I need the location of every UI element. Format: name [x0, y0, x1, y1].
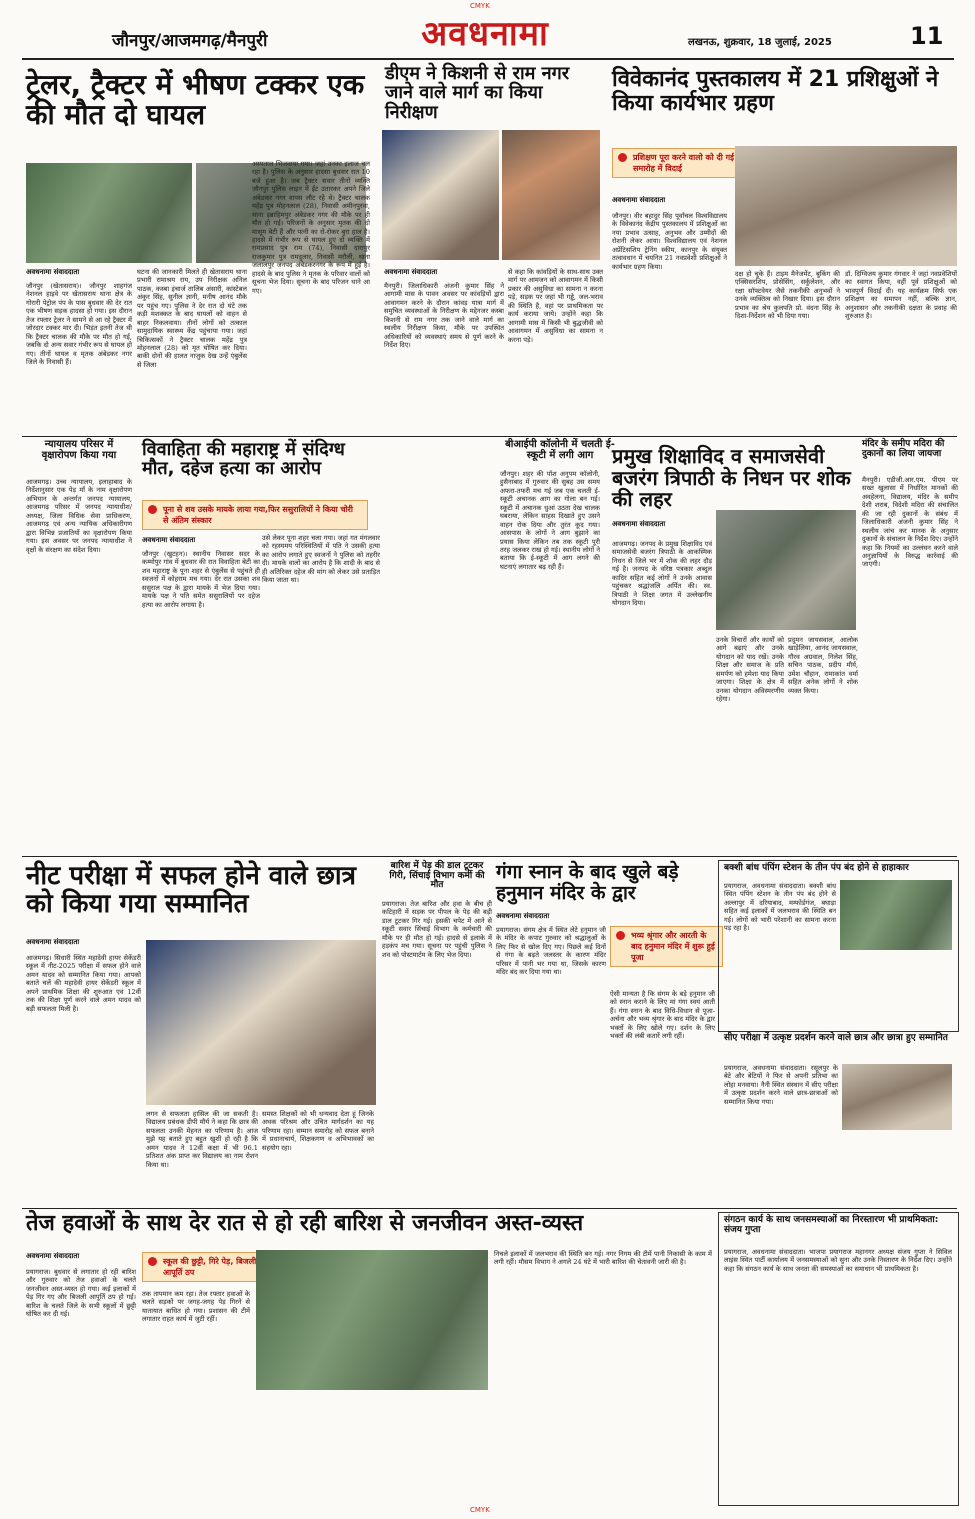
bride-tag: पूना से शव उसके मायके लाया गया,फिर ससुरालियों ने किया चोरी से अंतिम संस्कार — [142, 500, 368, 530]
wind-col2: तक तापमान कम रहा। तेज रफ्तार हवाओं के चलते सड़कों पर जगह-जगह पेड़ गिरने से यातायात बाधित हो गया। प्रशासन की टीमें लगातार राहत कार्य में जुटी रहीं। — [142, 1290, 250, 1324]
student-text: प्रयागराज, अवधनामा संवाददाता। रसूलपुर के बेटे और बेटियों ने फिर से अपनी प्रतिभा का लोहा मनवाया। नैनी स्थित संस्थान में सीए परीक्षा में उत्कृष्ट प्रदर्शन करने वाले छात्र-छात्राओं को सम्मानित किया गया। — [724, 1064, 838, 1106]
ganga-tag: भव्य श्रृंगार और आरती के बाद हनुमान मंदिर में शुरू हुई पूजा — [610, 926, 723, 967]
neet-photo — [146, 940, 376, 1105]
trailer-col3: अस्पताल भिजवाया गया। जहां उनका इलाज चल रहा है। पुलिस के अनुसार हादसा बुधवार रात 10 बजे हुआ है। जब ट्रैक्टर सवार तीनों व्यक्ति जौनपुर पुलिस लाइन में ईंट उतारकर अपने जिले अंबेडकर नगर वापस लौट रहे थे। ट्रैक्टर चालक महेंद्र पुत्र मोहनलाल (28), निवासी अमीनपुरवा, थाना इब्राहिमपुर अंबेडकर नगर की मौके पर ही मौत हो गई। परिजनों के अनुसार मृतक की दो मासूम बेटी हैं और पत्नी का रो-रोकर बुरा हाल है। हादसे में गंभीर रूप से घायल हुए दो व्यक्ति में रामप्रसाद पुत्र राम (74), निवासी दारापुर राजकुमार पुत्र रामदुलार, निवासी मरौली, थाना जलालपुर जनपद अंबेडकरनगर के रूप में हुई है। हादसे के बाद पुलिस ने मृतक के परिवार वालों को सूचना भेज दिया। सूचना के बाद परिजन थाने आ गए। — [252, 160, 370, 295]
dm-byline: अवधनामा संवाददाता — [384, 268, 438, 276]
ganga-col2: ऐसी मान्यता है कि संगम के बड़े हनुमान जी को स्नान कराने के लिए मां गंगा स्वयं आती हैं। गंगा स्नान के बाद विधि-विधान से पूजा-अर्चना और भव्य श्रृंगार के बाद मंदिर के द्वार भक्तों के लिए खोले गए। दर्शन के लिए भक्तों की लंबी कतारें लगी रहीं। — [610, 990, 715, 1041]
mandir-text: मैनपुरी। एडीजी.आर.एम. पीएम पर सख्त खुलासा में निर्धारित मानकों की अवहेलना, विद्यालय, मंदिर के समीप देशी शराब, विदेशी मदिरा की संचालित की जा रही दुकानों के संबंध में जिलाधिकारी अंजनी कुमार सिंह ने स्थलीय जांच कर मानक के अनुसार दुकानों के संचालन के निर्देश दिए। उन्होंने कहा कि नियमों का उल्लंघन करने वाले अनुज्ञापियों के विरुद्ध कार्रवाई की जाएगी। — [862, 476, 958, 569]
trailer-photo-1 — [26, 163, 192, 263]
vivekanand-photo — [735, 146, 957, 266]
sangathan-text: प्रयागराज, अवधनामा संवाददाता। भाजपा प्रयागराज महानगर अध्यक्ष संजय गुप्ता ने सिविल लाइंस स्थित पार्टी कार्यालय में जनसमस्याओं को सुना और उनके निस्तारण के निर्देश दिए। उन्होंने कहा कि संगठन कार्य के साथ जनता की समस्याओं का समाधान भी प्राथमिकता है। — [724, 1248, 952, 1273]
bajrang-photo — [716, 510, 856, 630]
bride-headline: विवाहिता की महाराष्ट्र में संदिग्ध मौत, दहेज हत्या का आरोप — [142, 439, 345, 480]
ganga-headline: गंगा स्नान के बाद खुले बड़े हनुमान मंदिर के द्वार — [496, 861, 679, 904]
wind-headline: तेज हवाओं के साथ देर रात से हो रही बारिश से जनजीवन अस्त-व्यस्त — [26, 1211, 584, 1236]
ganga-col1: प्रयागराज। संगम क्षेत्र में स्थित लेटे हनुमान जी के मंदिर के कपाट गुरुवार को श्रद्धालुओं के लिए फिर से खोल दिए गए। पिछले कई दिनों से गंगा के बढ़ते जलस्तर के कारण मंदिर परिसर में पानी भर गया था, जिसके कारण मंदिर बंद कर दिया गया था। — [496, 926, 606, 977]
trailer-byline: अवधनामा संवाददाता — [26, 268, 80, 276]
bride-col1: जौनपुर (खुटहन)। स्थानीय निवासर सदर के कम्मोपुर गांव में बुधवार की रात विवाहिता बेटी का शव महाराष्ट्र के पूना शहर से एंबुलेंस से पहुंचते ही स्वजनों में कोहराम मच गया। देर रात उसका शव ससुराल पक्ष के द्वारा मायके में भेज दिया गया। मायके पक्ष ने पति समेत ससुरालियों पर दहेज हत्या का आरोप लगाया है। — [142, 550, 260, 609]
bajrang-headline: प्रमुख शिक्षाविद व समाजसेवी बजरंग त्रिपाठी के निधन पर शोक की लहर — [612, 444, 851, 512]
barish-tree-headline: बारिश में पेड़ की डाल टूटकर गिरी, सिंचाई विभाग कर्मी की मौत — [389, 861, 485, 891]
vivekanand-col1: जौनपुर। वीर बहादुर सिंह पूर्वांचल विश्वविद्यालय के विवेकानंद केंद्रीय पुस्तकालय में प्रशिक्षुओं का नया प्रभाव उत्साह, अनुभव और उम्मीदों की रोशनी लेकर आया। विश्वविद्यालय एवं नेशनल अप्रेंटिसशिप ट्रेनिंग स्कीम, कानपुर के संयुक्त तत्वावधान में चयनित 21 नवप्रवेशी प्रशिक्षुओं ने कार्यभार ग्रहण किया। — [612, 212, 727, 271]
tree-text: आजमगढ़। उच्च न्यायालय, इलाहाबाद के निर्देशानुसार एक पेड़ माँ के नाम वृक्षारोपण अभियान के अन्तर्गत जनपद न्यायालय, आजमगढ़ परिसर में जनपद न्यायाधीश/अध्यक्ष, जिला विधिक सेवा प्राधिकरण, आजमगढ़ एवं अन्य न्यायिक अधिकारीगण द्वारा विभिन्न प्रजातियों का वृक्षारोपण किया गया। इस अवसर पर जनपद न्यायाधीश ने वृक्षों के संरक्षण का संदेश दिया। — [26, 478, 132, 554]
dm-photo-2 — [502, 130, 600, 260]
bride-byline: अवधनामा संवाददाता — [142, 536, 196, 544]
neet-col1: आजमगढ़। सिधारी स्थित महादेवी हायर सेकेंडरी स्कूल में नीट-2025 परीक्षा में सफल होने वाले अमन यादव को सम्मानित किया गया। आपको बताते चलें की महादेवी हायर सेकेंडरी स्कूल में अपने प्राथमिक शिक्षा की शुरुआत एवं 12वीं तक की शिक्षा पूर्ण करने वाले अमन यादव को बड़ी सफलता मिली है। — [26, 954, 141, 1013]
bijli-text: जौनपुर। शहर की पॉश अनुपम कॉलोनी, हुसैनाबाद में गुरुवार की सुबह उस समय अफरा-तफरी मच गई जब एक चलती ई-स्कूटी अचानक आग का गोला बन गई। स्कूटी में अचानक धुआं उठता देख चालक घबराया, लेकिन साहस दिखाते हुए उसने वाहन रोक दिया और तुरंत कूद गया। आसपास के लोगों ने आग बुझाने का प्रयास किया लेकिन तब तक स्कूटी पूरी तरह जलकर राख हो गई। स्थानीय लोगों ने बताया कि ई-स्कूटी में आग लगने की घटनाएं लगातार बढ़ रही हैं। — [500, 470, 600, 571]
barish-tree-text: प्रयागराज। तेज बारिश और हवा के बीच ही कटिहारी में सड़क पर पीपल के पेड़ की बड़ी डाल टूटकर गिर गई। इसकी चपेट में आने से स्कूटी सवार सिंचाई विभाग के कर्मचारी की मौके पर ही मौत हो गई। हादसे से इलाके में हड़कंप मच गया। सूचना पर पहुंची पुलिस ने शव को पोस्टमार्टम के लिए भेज दिया। — [382, 900, 492, 959]
masthead-logo — [380, 14, 590, 54]
page-number: 11 — [910, 22, 944, 50]
vivekanand-byline: अवधनामा संवाददाता — [612, 196, 666, 204]
neet-headline: नीट परीक्षा में सफल होने वाले छात्र को किया गया सम्मानित — [26, 861, 356, 920]
edition-label: जौनपुर/आजमगढ़/मैनपुरी — [112, 31, 268, 51]
neet-col3: समस्त शिक्षकों को भी धन्यवाद देता हूं जिनके अथक परिश्रम और उचित मार्गदर्शन का यह परिणाम रहा। सम्मान समारोह को सफल बनाने में प्रधानाचार्य, शिक्षकगण व अभिभावकों का सहयोग रहा। — [262, 1110, 374, 1152]
logo-text: अवधनामा — [421, 14, 549, 54]
wind-col1: प्रयागराज। बुधवार से लगातार हो रही बारिश और गुरुवार को तेज हवाओं के चलते जनजीवन अस्त-व्यस्त हो गया। कई इलाकों में पेड़ गिर गए और बिजली आपूर्ति ठप हो गई। बारिश के चलते जिले के सभी स्कूलों में छुट्टी घोषित कर दी गई। — [26, 1268, 136, 1319]
dm-col2: से कहा कि कांवड़ियों के साथ-साथ उक्त मार्ग पर आमजन को आवागमन में किसी प्रकार की असुविधा का सामना न करना पड़े, सड़क पर जहां भी गड्ढे, जल-भराव की स्थिति है, वहां पर प्राथमिकता पर कार्य कराया जाये। उन्होंने कहा कि आगामी मास में किसी भी बुद्धजीवी को आवागमन में असुविधा का सामना न करना पड़े। — [508, 268, 603, 344]
tree-headline: न्यायालय परिसर में वृक्षारोपण किया गया — [41, 439, 117, 461]
dm-col1: मैनपुरी। जिलाधिकारी अंजनी कुमार सिंह ने आगामी मास के पावन अवसर पर कांवड़ियों द्वारा आवागमन करने के दौरान कांवड़ यात्रा मार्ग में समुचित व्यवस्थाओं के निरीक्षण के मद्देनजर कस्बा किशनी से राम नगर तक जाने वाले मार्ग का स्थलीय निरीक्षण किया, मौके पर उपस्थित अधिकारियों को व्यवस्थाएं समय से पूर्ण करने के निर्देश दिए। — [384, 282, 504, 350]
vivekanand-headline: विवेकानंद पुस्तकालय में 21 प्रशिक्षुओं ने किया कार्यभार ग्रहण — [612, 67, 939, 116]
vivekanand-col3: डॉ. दिग्विजय कुमार गंगवार ने जहां नवप्रवेशियों का स्वागत किया, वहीं पूर्व प्रशिक्षुओं को भावपूर्ण विदाई दी। यह कार्यक्रम सिर्फ एक प्रशिक्षण का समापन नहीं, बल्कि ज्ञान, अनुशासन और तकनीकी दक्षता के प्रवाह की शुरुआत है। — [845, 270, 957, 321]
neet-byline: अवधनामा संवाददाता — [26, 938, 80, 946]
wind-photo — [256, 1250, 488, 1390]
vivekanand-col2: दक्ष हो चुके हैं। टाइम मैनेजमेंट, बुकिंग की एक्सिसरशिप, प्रोसेसिंग, सर्कुलेशन, और रक्षा सॉफ्टवेयर जैसे तकनीकी अनुभवों ने उनके व्यक्तित्व को निखार दिया। इस दौरान प्रभाव का श्रेय कुलपति प्रो. वंदना सिंह के दिशा-निर्देशन को भी दिया गया। — [735, 270, 840, 321]
dm-headline: डीएम ने किशनी से राम नगर जाने वाले मार्ग का किया निरीक्षण — [385, 63, 570, 123]
bajrang-col2: उनके विचारों और कार्यों को आगे बढ़ाएं और उनके योगदान को याद रखें। उनके शिक्षा और समाज के प्रति समर्पण को हमेशा याद किया जाएगा। शिक्षा के क्षेत्र में उनका योगदान अविस्मरणीय रहेगा। — [716, 636, 784, 704]
row1-rule — [22, 436, 957, 437]
baksh-headline: बक्शी बांध पंपिंग स्टेशन के तीन पंप बंद होने से हाहाकार — [724, 863, 909, 873]
student-photo — [842, 1064, 952, 1130]
dm-photo-1 — [382, 130, 499, 260]
trailer-col2: घटना की जानकारी मिलते ही खेतासराय थाना प्रभारी रामाश्रय राय, उप निरीक्षक अनिल पाठक, कस्बा इंचार्ज तालिब अंसारी, कांस्टेबल अंकुर सिंह, सुनील ज्ञानी, मनीष आनंद मौके पर पहुंच गए। पुलिस ने देर रात दो घंटे तक कड़ी मशक्कत के बाद घायलों को वाहन से बाहर निकलवाया। तीनों लोगों को तत्काल सामुदायिक स्वास्थ्य केंद्र पहुंचाया गया। जहां चिकित्सकों ने ट्रैक्टर चालक महेंद्र पुत्र मोहनलाल (28) को मृत घोषित कर दिया। बाकी दोनों की हालत नाजुक देख उन्हें एंबुलेंस से जिला — [137, 268, 247, 369]
sangathan-headline: संगठन कार्य के साथ जनसमस्याओं का निरस्तारण भी प्राथमिकता: संजय गुप्ता — [724, 1215, 939, 1235]
date-line: लखनऊ, शुक्रवार, 18 जुलाई, 2025 — [688, 37, 832, 48]
trailer-headline: ट्रेलर, ट्रैक्टर में भीषण टक्कर एक की मौत दो घायल — [26, 68, 365, 132]
bajrang-col3: प्रदुमन जायसवाल, आलोक खाड़ेलिया, आनंद जायसवाल, गौरव अग्रवाल, निलेश सिंह, सचिन पाठक, प्रदीप मौर्य, उमेश चौहान, रामाकांत वर्मा सहित अनेक लोगों ने शोक व्यक्त किया। — [788, 636, 858, 695]
wind-tag: स्कूल की छुट्टी, गिरे पेड़, बिजली आपूर्ति ठप — [142, 1252, 270, 1282]
bijli-headline: बीआईपी कॉलोनी में चलती ई-स्कूटी में लगी आग — [505, 439, 615, 461]
bride-col2: उसे लेकर पूना शहर चला गया। जहां गत मंगलवार को रहस्यमय परिस्थितियों में पति ने उसकी हत्या का आरोप लगाते हुए स्वजनों ने पुलिस को तहरीर दी। मायके वालों का आरोप है कि शादी के बाद से ही अतिरिक्त दहेज की मांग को लेकर उसे प्रताड़ित किया जाता था। — [262, 534, 380, 585]
row2-rule — [22, 856, 957, 857]
baksh-text: प्रयागराज, अवधनामा संवाददाता। बक्शी बांध स्थित पंपिंग स्टेशन के तीन पंप बंद होने से अल्लापुर में दरियाबाद, मम्फोर्डगंज, बघाड़ा सहित कई इलाकों में जलभराव की स्थिति बन गई। लोगों को भारी परेशानी का सामना करना पड़ रहा है। — [724, 882, 836, 933]
cmyk-top: CMYK — [470, 2, 490, 10]
baksh-photo — [840, 880, 952, 950]
student-headline: सीए परीक्षा में उत्कृष्ट प्रदर्शन करने वाले छात्र और छात्रा हुए सम्मानित — [724, 1033, 948, 1043]
vivekanand-tag: प्रशिक्षण पूरा करने वालो को दी गई समारोह में विदाई — [612, 148, 750, 178]
bajrang-byline: अवधनामा संवाददाता — [612, 520, 666, 528]
masthead-rule — [22, 58, 954, 60]
trailer-col1: जौनपुर (खेतासराय)। जौनपुर शाहगंज नेशनल हाइवे पर खेतासराय थाना क्षेत्र के गोरारी पेट्रोल पंप के पास बुधवार की देर रात एक भीषण सड़क हादसा हो गया। इस दौरान तेज रफ्तार ट्रेलर ने सामने से आ रहे ट्रैक्टर में जोरदार टक्कर मार दी। भिड़ंत इतनी तेज थी कि ट्रैक्टर चालक की मौके पर मौत हो गई, जबकि दो अन्य सवार गंभीर रूप से घायल हो गए। तीनों घायल व मृतक अंबेडकर नगर जिले के निवासी हैं। — [26, 282, 132, 366]
row3-rule — [22, 1208, 957, 1209]
wind-byline: अवधनामा संवाददाता — [26, 1252, 80, 1260]
cmyk-bottom: CMYK — [470, 1506, 490, 1514]
mandir-headline: मंदिर के समीप मदिरा की दुकानों का लिया जायजा — [862, 439, 945, 459]
bajrang-col1: आजमगढ़। जनपद के प्रमुख शिक्षाविद एवं समाजसेवी बजरंग त्रिपाठी के आकस्मिक निधन से जिले भर में शोक की लहर दौड़ गई है। जनपद के वरिष्ठ पत्रकार अब्दुल कादिर सहित कई लोगों ने उनके आवास पहुंचकर श्रद्धांजलि अर्पित की। स्व. त्रिपाठी ने शिक्षा जगत में उल्लेखनीय योगदान दिया। — [612, 540, 712, 608]
neet-col2: लगन से सफलता हासिल की जा सकती है। विद्यालय प्रबंधक डीपी मौर्य ने कहा कि छात्र की सफलता उनकी मेहनत का परिणाम है। आज मुझे यह बताते हुए बहुत खुशी हो रही है कि अमन यादव ने 12वीं कक्षा में भी 96.1 प्रतिशत अंक प्राप्त कर विद्यालय का नाम रोशन किया था। — [146, 1110, 258, 1169]
ganga-byline: अवधनामा संवाददाता — [496, 912, 550, 920]
wind-col3: निचले इलाकों में जलभराव की स्थिति बन गई। नगर निगम की टीमें पानी निकासी के काम में लगी रहीं। मौसम विभाग ने अगले 24 घंटे में भारी बारिश की चेतावनी जारी की है। — [494, 1250, 712, 1267]
